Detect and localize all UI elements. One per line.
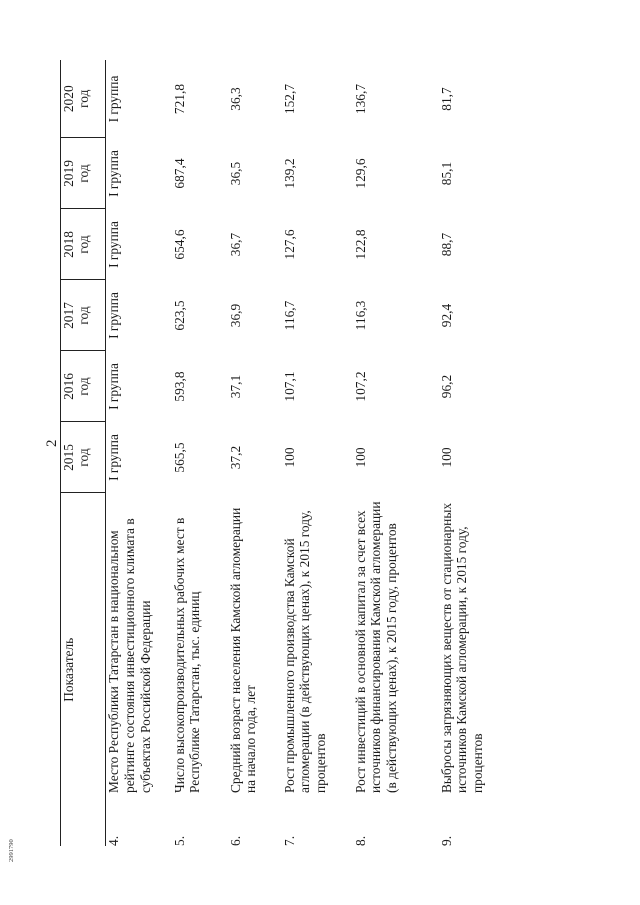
- cell-value: 127,6: [281, 229, 297, 260]
- header-year-2016: [61, 351, 106, 422]
- table-row: [228, 60, 282, 846]
- row-label: Число высокопроизводительных рабочих мест в Республике Татарстан, тыс. единиц: [171, 517, 203, 793]
- cell-value: 721,8: [171, 83, 187, 115]
- rotated-table-container: [60, 60, 575, 846]
- header-year: 2017: [61, 302, 76, 329]
- cell-value: 116,7: [281, 300, 297, 331]
- row-number: 5.: [171, 835, 187, 846]
- row-label: Выбросы загрязняющих веществ от стационарных источников Камской агломерации, к 2015 году, процентов: [438, 502, 486, 793]
- cell-value: 36,5: [227, 161, 243, 186]
- header-year-2019: [61, 138, 106, 209]
- cell-value: 81,7: [438, 87, 454, 111]
- cell-value: 136,7: [352, 83, 368, 115]
- document-code: 2991790: [8, 839, 15, 862]
- cell-value: 565,5: [171, 442, 187, 473]
- cell-value: 36,7: [227, 232, 243, 257]
- table-row: [282, 60, 353, 846]
- cell-value: 37,2: [227, 445, 243, 470]
- table-row: [353, 60, 439, 846]
- cell-value: 623,5: [171, 300, 187, 331]
- header-year: 2015: [61, 444, 76, 471]
- cell-value: 36,9: [227, 303, 243, 328]
- header-year-unit: год: [76, 377, 91, 396]
- header-year-2017: [61, 280, 106, 351]
- row-number: 4.: [106, 835, 121, 846]
- header-year-unit: год: [76, 235, 91, 254]
- cell-value: 85,1: [438, 161, 454, 186]
- header-year-unit: год: [76, 89, 91, 108]
- cell-value: 107,1: [281, 371, 297, 402]
- header-year: 2019: [61, 160, 76, 187]
- cell-value: 122,8: [352, 229, 368, 260]
- cell-value: 88,7: [438, 232, 454, 257]
- header-year: 2016: [61, 373, 76, 400]
- cell-value: 92,4: [438, 303, 454, 328]
- row-label: Рост промышленного производства Камской агломерации (в действующих ценах), к 2015 году, процентов: [281, 510, 329, 793]
- header-year-unit: год: [76, 306, 91, 325]
- header-year-unit: год: [76, 164, 91, 183]
- header-year: 2020: [61, 85, 76, 113]
- cell-value: 593,8: [171, 371, 187, 402]
- cell-value: 96,2: [438, 374, 454, 399]
- cell-value: 100: [281, 447, 297, 468]
- cell-value: 152,7: [281, 83, 297, 115]
- cell-value: I группа: [106, 150, 121, 197]
- cell-value: 36,3: [227, 87, 243, 111]
- header-year: 2018: [61, 231, 76, 258]
- header-year-2018: [61, 209, 106, 280]
- cell-value: I группа: [106, 434, 121, 481]
- cell-value: I группа: [106, 75, 121, 123]
- page-number: 2: [44, 439, 60, 447]
- header-year-unit: год: [76, 448, 91, 467]
- indicators-table: [60, 60, 523, 846]
- cell-value: 100: [352, 447, 368, 468]
- cell-value: 129,6: [352, 158, 368, 189]
- table-row: [172, 60, 228, 846]
- row-label: Рост инвестиций в основной капитал за счет всех источников финансирования Камской агломерации (в действующих ценах), к 2015 году, процентов: [352, 501, 400, 793]
- row-number: 9.: [438, 835, 454, 846]
- cell-value: I группа: [106, 363, 121, 410]
- row-number: 6.: [227, 835, 243, 846]
- cell-value: I группа: [106, 292, 121, 339]
- cell-value: 37,1: [227, 374, 243, 399]
- cell-value: I группа: [106, 221, 121, 268]
- row-number: 7.: [281, 835, 297, 846]
- header-year-2015: [61, 422, 106, 493]
- row-label: Средний возраст населения Камской агломерации на начало года, лет: [227, 507, 259, 793]
- header-indicator: Показатель: [61, 493, 106, 846]
- cell-value: 687,4: [171, 158, 187, 189]
- row-label: Место Республики Татарстан в национальном рейтинге состояния инвестиционного климата в субъектах Российской Федерации: [106, 518, 153, 793]
- table-row: [439, 60, 523, 846]
- cell-value: 139,2: [281, 158, 297, 189]
- cell-value: 116,3: [352, 300, 368, 331]
- cell-value: 107,2: [352, 371, 368, 402]
- table-header-row: [61, 60, 106, 846]
- row-number: 8.: [352, 835, 368, 846]
- header-year-2020: [61, 60, 106, 138]
- cell-value: 654,6: [171, 229, 187, 260]
- cell-value: 100: [438, 447, 454, 468]
- table-row: [106, 60, 172, 846]
